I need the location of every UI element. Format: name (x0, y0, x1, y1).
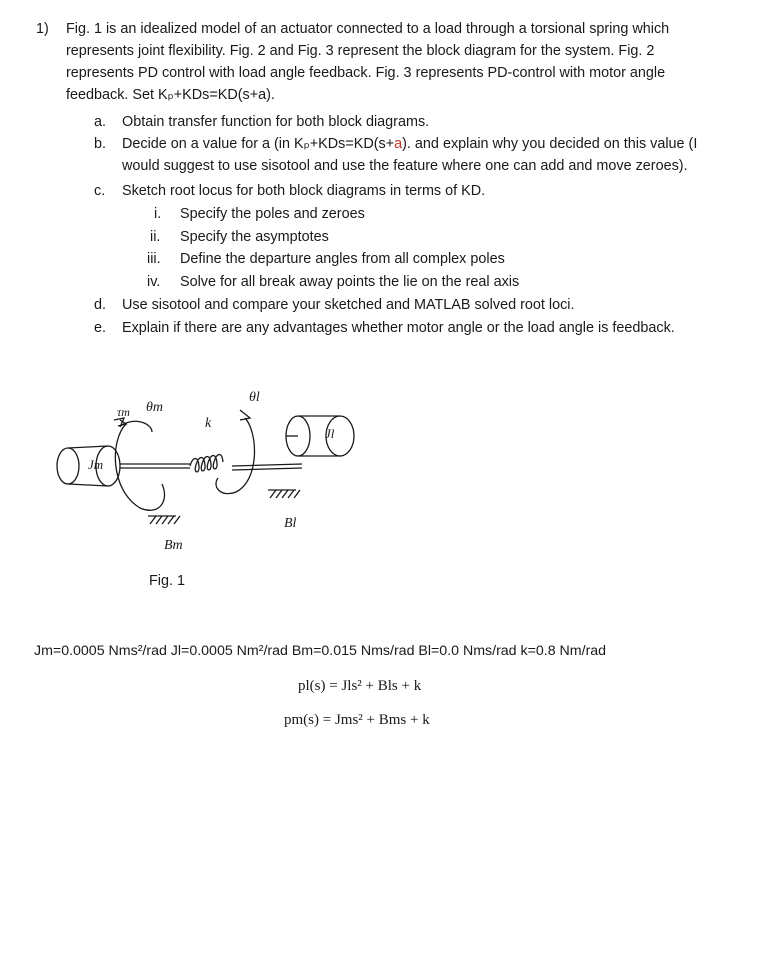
item-b-continuation: would suggest to use sisotool and use the feature where one can add and move zeroes). (122, 158, 688, 174)
subitem-ii-text: Specify the asymptotes (180, 229, 329, 245)
intro-line-3: represents PD control with load angle feedback. Fig. 3 represents PD-control with motor angle (66, 65, 666, 81)
label-theta-m: θm (146, 400, 163, 415)
subitem-iii-text: Define the departure angles from all complex poles (180, 251, 505, 267)
parameters-line: Jm=0.0005 Nms²/rad Jl=0.0005 Nm²/rad Bm=0.015 Nms/rad Bl=0.0 Nms/rad k=0.8 Nm/rad (34, 643, 607, 659)
label-J-m: Jm (88, 457, 104, 472)
label-B-l: Bl (284, 516, 297, 531)
equation-pl: pl(s) = Jls² + Bls + k (298, 678, 422, 694)
intro-line-1: Fig. 1 is an idealized model of an actuator connected to a load through a torsional spring which (66, 21, 670, 37)
intro-line-4: feedback. Set Kₚ+KDs=KD(s+a). (66, 87, 275, 103)
actuator-diagram (40, 380, 380, 570)
item-c-marker: c. (94, 183, 106, 199)
item-a-marker: a. (94, 114, 107, 130)
item-d-marker: d. (94, 297, 107, 313)
question-number: 1) (36, 21, 49, 37)
subitem-i-text: Specify the poles and zeroes (180, 206, 365, 222)
figure-caption: Fig. 1 (149, 573, 185, 589)
subitem-iii-marker: iii. (147, 251, 161, 267)
item-b-marker: b. (94, 136, 107, 152)
item-b-text: Decide on a value for a (in Kₚ+KDs=KD(s+a). and explain why you decided on this value (I (122, 136, 698, 152)
label-theta-l: θl (249, 390, 260, 405)
item-e-text: Explain if there are any advantages whether motor angle or the load angle is feedback. (122, 320, 675, 336)
label-B-m: Bm (164, 538, 183, 553)
item-a-text: Obtain transfer function for both block diagrams. (122, 114, 430, 130)
equation-pm: pm(s) = Jms² + Bms + k (284, 712, 430, 728)
label-k: k (205, 416, 212, 431)
subitem-ii-marker: ii. (150, 229, 161, 245)
label-tau-m: τm (117, 405, 130, 419)
load-inertia (286, 416, 354, 456)
item-e-marker: e. (94, 320, 107, 336)
subitem-iv-text: Solve for all break away points the lie on the real axis (180, 274, 520, 290)
item-c-text: Sketch root locus for both block diagrams in terms of KD. (122, 183, 486, 199)
subitem-iv-marker: iv. (147, 274, 161, 290)
label-J-l: Jl (325, 426, 335, 441)
subitem-i-marker: i. (154, 206, 162, 222)
intro-line-2: represents joint flexibility. Fig. 2 and Fig. 3 represent the block diagram for the system. Fig. 2 (66, 43, 655, 59)
item-d-text: Use sisotool and compare your sketched and MATLAB solved root loci. (122, 297, 575, 313)
